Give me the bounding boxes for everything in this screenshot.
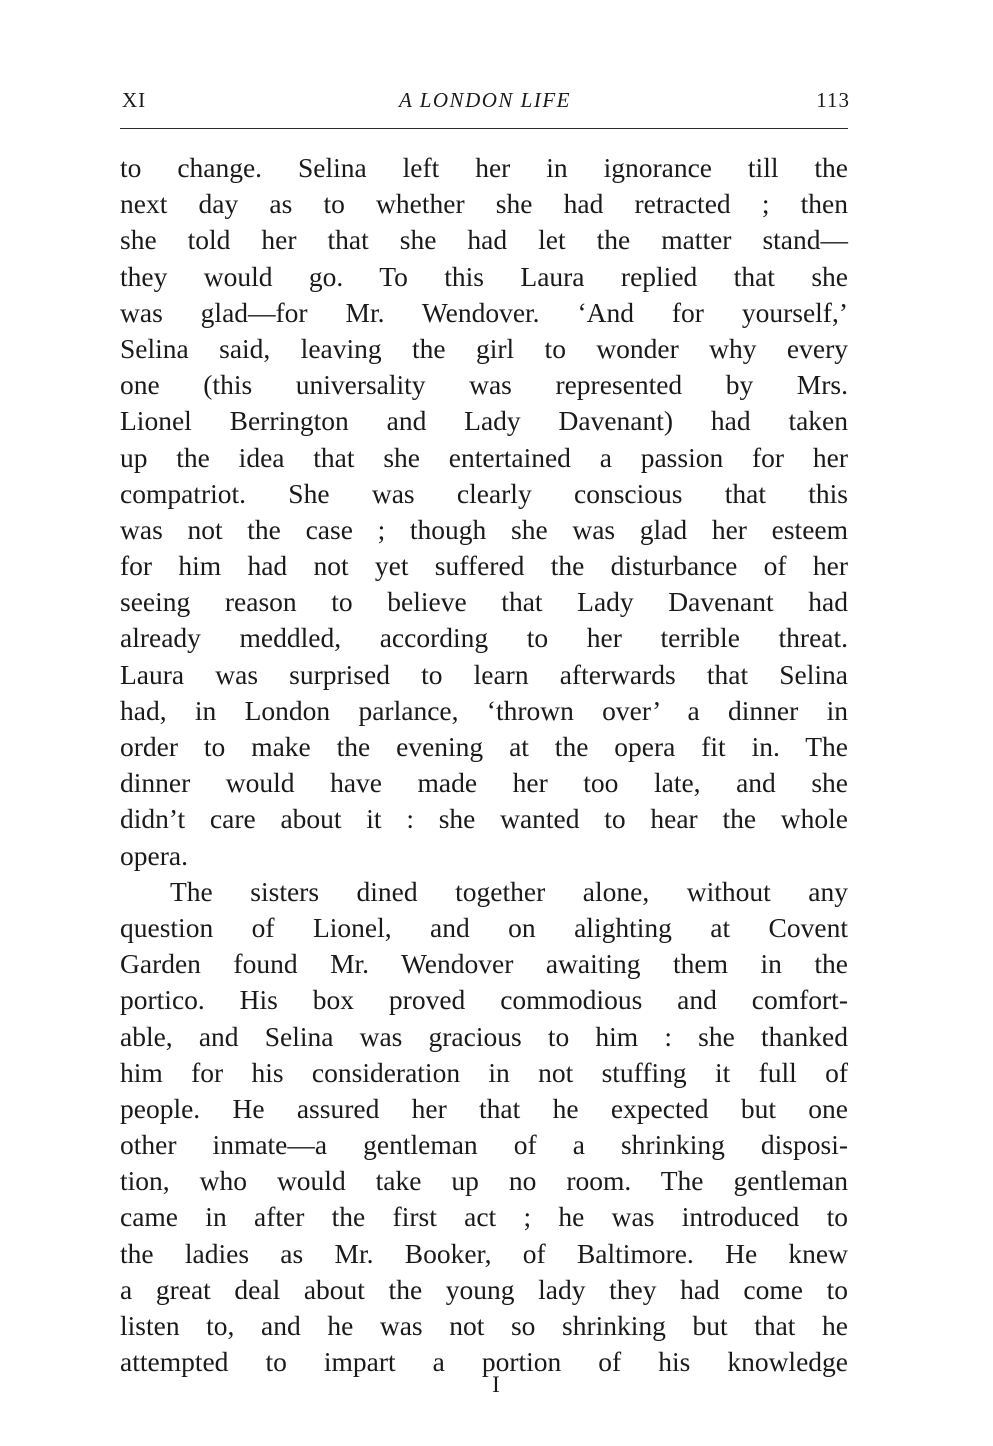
text-line: tion, who would take up no room. The gentleman: [120, 1165, 848, 1197]
running-title: A LONDON LIFE: [399, 88, 571, 112]
text-line: question of Lionel, and on alighting at Covent: [120, 911, 848, 943]
page-number: 113: [816, 88, 850, 112]
text-line: Laura was surprised to learn afterwards that Selina: [120, 658, 848, 690]
text-line: people. He assured her that he expected but one: [120, 1092, 848, 1124]
text-line: seeing reason to believe that Lady Davenant had: [120, 586, 848, 618]
body-text: [120, 150, 848, 1380]
chapter-number: XI: [122, 88, 147, 112]
text-line: was glad—for Mr. Wendover. ‘And for yourself,’: [120, 296, 848, 328]
text-line: able, and Selina was gracious to him : she thanked: [120, 1020, 848, 1052]
text-line: attempted to impart a portion of his knowledge: [120, 1346, 848, 1378]
text-line: didn’t care about it : she wanted to hear the whole: [120, 803, 848, 835]
text-line: came in after the first act ; he was introduced to: [120, 1201, 848, 1233]
signature-mark: I: [492, 1372, 501, 1397]
paragraph-end-line: opera.: [120, 839, 188, 871]
text-line: next day as to whether she had retracted ; then: [120, 188, 848, 220]
text-line: Selina said, leaving the girl to wonder why every: [120, 332, 848, 364]
text-line: a great deal about the young lady they had come to: [120, 1273, 848, 1305]
text-line: Garden found Mr. Wendover awaiting them in the: [120, 948, 848, 980]
running-head: [120, 88, 850, 118]
header-rule: [120, 128, 848, 129]
paragraph-start-line: The sisters dined together alone, without any: [170, 875, 848, 907]
text-line: order to make the evening at the opera fit in. The: [120, 731, 848, 762]
text-line: one (this universality was represented by Mrs.: [120, 369, 848, 401]
text-line: listen to, and he was not so shrinking but that he: [120, 1310, 848, 1341]
text-line: for him had not yet suffered the disturbance of her: [120, 550, 848, 582]
text-line: dinner would have made her too late, and she: [120, 767, 848, 799]
text-line: had, in London parlance, ‘thrown over’ a dinner in: [120, 694, 848, 726]
text-line: they would go. To this Laura replied that she: [120, 260, 848, 292]
text-line: him for his consideration in not stuffing it full of: [120, 1056, 848, 1088]
text-line: portico. His box proved commodious and comfort-: [120, 984, 848, 1016]
text-line: already meddled, according to her terrible threat.: [120, 622, 848, 654]
text-line: Lionel Berrington and Lady Davenant) had taken: [120, 405, 848, 437]
text-line: she told her that she had let the matter stand—: [120, 224, 848, 256]
text-line: to change. Selina left her in ignorance till the: [120, 152, 848, 183]
text-line: up the idea that she entertained a passion for her: [120, 441, 848, 473]
text-line: compatriot. She was clearly conscious that this: [120, 477, 848, 509]
text-line: the ladies as Mr. Booker, of Baltimore. He knew: [120, 1237, 848, 1269]
text-line: was not the case ; though she was glad her esteem: [120, 513, 848, 545]
text-line: other inmate—a gentleman of a shrinking disposi-: [120, 1129, 848, 1161]
